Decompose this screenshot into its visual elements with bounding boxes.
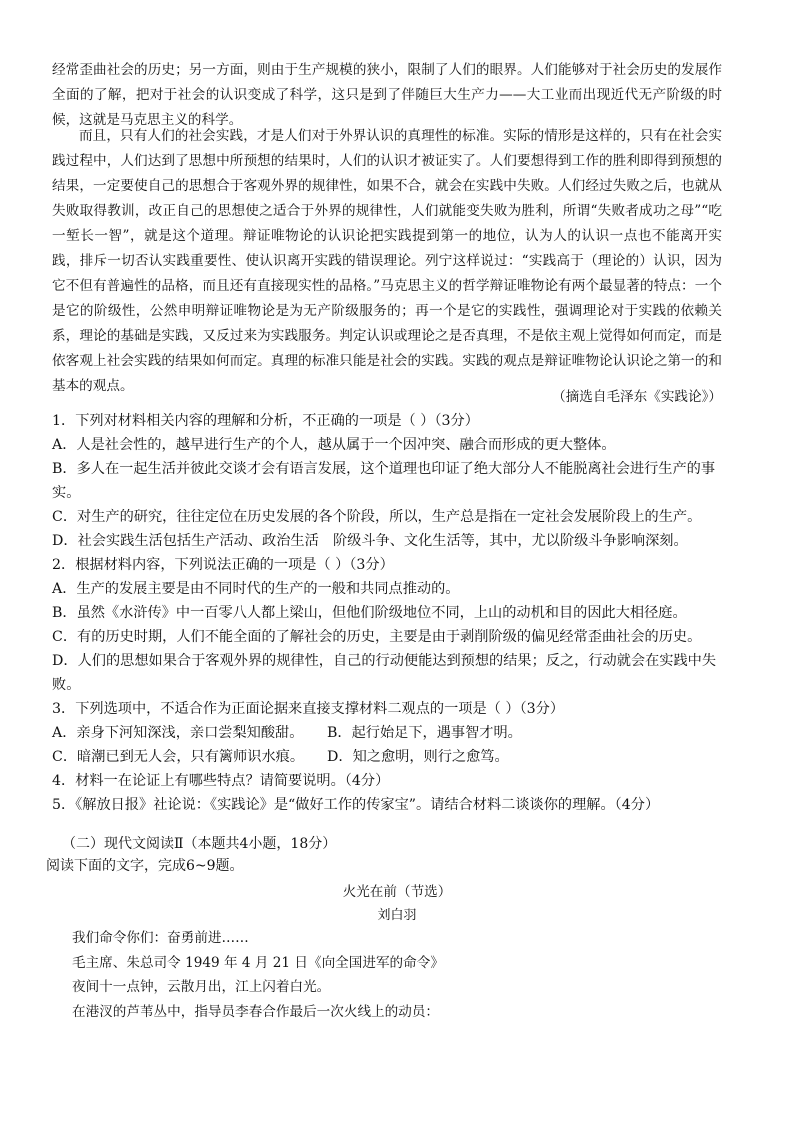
question-3-option-c: C．暗潮已到无人会，只有篱师识水痕。 <box>52 749 305 765</box>
section-2-title: （二）现代文阅读Ⅱ（本题共4小题，18分） <box>62 836 337 852</box>
question-2-stem: 2．根据材料内容，下列说法正确的一项是（ ）（3分） <box>52 557 394 573</box>
question-2-option-b: B．虽然《水浒传》中一百零八人都上梁山，但他们阶级地位不同，上山的动机和目的因此大相径庭。 <box>52 605 687 621</box>
question-2-option-d: D．人们的思想如果合于客观外界的规律性，自己的行动便能达到预想的结果；反之，行动就会在实践中失败。 <box>52 653 717 693</box>
question-3-options-row-2 <box>52 745 727 769</box>
section-2-intro: 阅读下面的文字，完成6~9题。 <box>46 858 244 874</box>
question-3-stem: 3．下列选项中，不适合作为正面论据来直接支撑材料二观点的一项是（ ）（3分） <box>52 701 565 717</box>
article-body <box>72 926 444 1024</box>
passage-source: （摘选自毛泽东《实践论》） <box>552 389 722 405</box>
question-3-option-d: D．知之愈明，则行之愈笃。 <box>327 749 509 765</box>
question-2-option-c: C．有的历史时期，人们不能全面的了解社会的历史，主要是由于剥削阶级的偏见经常歪曲社会的历史。 <box>52 629 702 645</box>
question-4: 4．材料一在论证上有哪些特点？请简要说明。（4分） <box>52 773 390 789</box>
article-line: 在港汊的芦苇丛中，指导员李春合作最后一次火线上的动员： <box>72 1003 440 1020</box>
question-1-option-d: D．社会实践生活包括生产活动、政治生活 阶级斗争、文化生活等，其中，尤以阶级斗争影响深刻。 <box>52 533 688 549</box>
questions-block <box>52 409 727 817</box>
question-1-option-b: B．多人在一起生活并彼此交谈才会有语言发展，这个道理也印证了绝大部分人不能脱离社会进行生产的事实。 <box>52 461 716 501</box>
passage-paragraph-1: 经常歪曲社会的历史；另一方面，则由于生产规模的狭小，限制了人们的眼界。人们能够对于社会历史的发展作全面的了解，把对于社会的认识变成了科学，这只是到了伴随巨大生产力——大工业而出现近代无产阶级的时候，这就是马克思主义的科学。 <box>52 62 722 128</box>
question-2-option-a: A．生产的发展主要是由不同时代的生产的一般和共同点推动的。 <box>52 581 460 597</box>
passage-paragraph-2: 而且，只有人们的社会实践，才是人们对于外界认识的真理性的标准。实际的情形是这样的，只有在社会实践过程中，人们达到了思想中所预想的结果时，人们的认识才被证实了。人们要想得到工作的胜利即得到预想的结果，一定要使自己的思想合于客观外界的规律性，如果不合，就会在实践中失败。人们经过失败之后，也就从失败取得教训，改正自己的思想使之适合于外界的规律性，人们就能变失败为胜利，所谓“失败者成功之母”“吃一堑长一智”，就是这个道理。辩证唯物论的认识论把实践提到第一的地位，认为人的认识一点也不能离开实践，排斥一切否认实践重要性、使认识离开实践的错误理论。列宁这样说过：“实践高于（理论的）认识，因为它不但有普遍性的品格，而且还有直接现实性的品格。”马克思主义的哲学辩证唯物论有两个最显著的特点：一个是它的阶级性，公然申明辩证唯物论是为无产阶级服务的；再一个是它的实践性，强调理论对于实践的依赖关系，理论的基础是实践，又反过来为实践服务。判定认识或理论之是否真理，不是依主观上觉得如何而定，而是依客观上社会实践的结果如何而定。真理的标准只能是社会的实践。实践的观点是辩证唯物论认识论之第一的和基本的观点。 <box>52 128 722 394</box>
article-line: 夜间十一点钟，云散月出，江上闪着白光。 <box>72 979 331 995</box>
question-5: 5．《解放日报》社论说：《实践论》是“做好工作的传家宝”。请结合材料二谈谈你的理解。（4分） <box>52 797 660 813</box>
question-1-option-c: C．对生产的研究，往往定位在历史发展的各个阶段，所以，生产总是指在一定社会发展阶段上的生产。 <box>52 509 702 525</box>
question-1-option-a: A．人是社会性的，越早进行生产的个人，越从属于一个因冲突、融合而形成的更大整体。 <box>52 437 616 453</box>
article-line: 毛主席、朱总司令 1949 年 4 月 21 日《向全国进军的命令》 <box>72 954 444 971</box>
article-author: 刘白羽 <box>377 908 417 923</box>
question-1-stem: 1．下列对材料相关内容的理解和分析，不正确的一项是（ ）（3分） <box>52 413 479 429</box>
article-title: 火光在前（节选） <box>342 884 452 900</box>
article-line: 我们命令你们：奋勇前进…… <box>72 930 249 946</box>
question-3-option-b: B．起行始足下，遇事智才明。 <box>327 725 522 741</box>
question-3-option-a: A．亲身下河知深浅，亲口尝梨知酸甜。 <box>52 725 304 741</box>
question-3-options-row-1 <box>52 721 727 745</box>
